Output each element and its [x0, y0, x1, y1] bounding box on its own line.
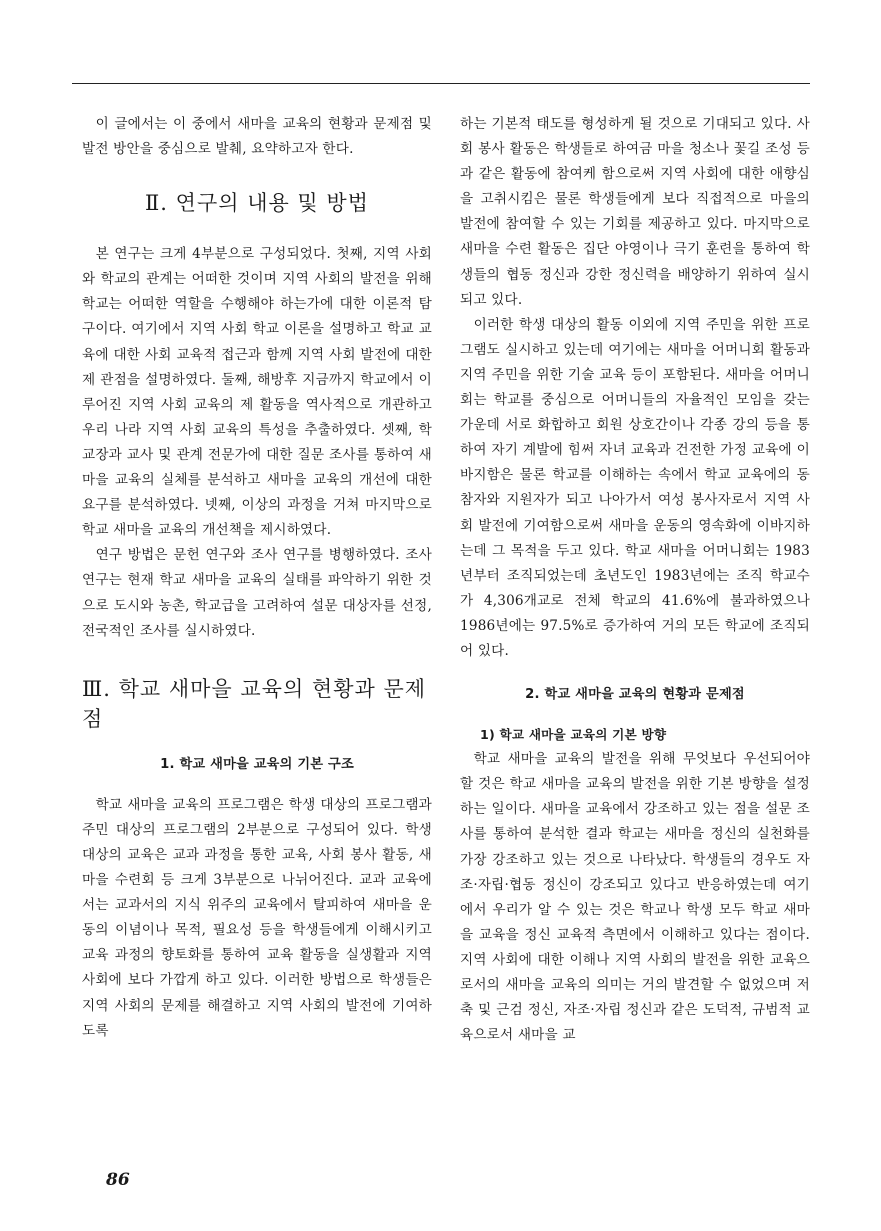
paragraph: 연구 방법은 문헌 연구와 조사 연구를 병행하였다. 조사 연구는 현재 학교 새마을 교육의 실태를 파악하기 위한 것으로 도시와 농촌, 학교급을 고려하여 설문 대상자를 선정, 전국적인 조사를 실시하였다. — [82, 547, 432, 639]
header-rule — [72, 83, 810, 84]
paragraph: 학교 새마을 교육의 발전을 위해 무엇보다 우선되어야 할 것은 학교 새마을 교육의 발전을 위한 기본 방향을 설정하는 일이다. 새마을 교육에서 강조하고 있는 점을 설문 조사를 통하여 분석한 결과 학교는 새마을 정신의 실천화를 가장 강조하고 있는 것으로 나타났다. 학생들의 경우도 자조·자립·협동 정신이 강조되고 있다고 반응하였는데 여기에서 우리가 알 수 있는 것은 학교나 학생 모두 학교 새마을 교육을 정신 교육적 측면에서 이해하고 있다는 점이다. 지역 사회에 대한 이해나 지역 사회의 발전을 위한 교육으로서의 새마을 교육의 의미는 거의 발견할 수 없었으며 저축 및 근검 정신, 자조·자립 정신과 같은 도덕적, 규범적 교육으로서 새마을 교 — [460, 751, 810, 1044]
left-column — [82, 112, 432, 1044]
subsection-title: 2. 학교 새마을 교육의 현황과 문제점 — [525, 687, 745, 703]
paragraph: 이러한 학생 대상의 활동 이외에 지역 주민을 위한 프로그램도 실시하고 있는데 여기에는 새마을 어머니회 활동과 지역 주민을 위한 기술 교육 등이 포함된다. 새마을 어머니회는 학교를 중심으로 어머니들의 자율적인 모임을 갖는 가운데 서로 화합하고 회원 상호간이나 각종 강의 등을 통하여 자기 계발에 힘써 자녀 교육과 건전한 가정 교육에 이바지함은 물론 학교를 이해하는 속에서 학교 교육에의 동참자와 지원자가 되고 나아가서 여성 봉사자로서 지역 사회 발전에 기여함으로써 새마을 운동의 영속화에 이바지하는데 그 목적을 두고 있다. 학교 새마을 어머니회는 1983년부터 조직되었는데 초년도인 1983년에는 조직 학교수가 4,306개교로 전체 학교의 41.6%에 불과하였으나 1986년에는 97.5%로 증가하여 거의 모든 학교에 조직되어 있다. — [460, 316, 810, 659]
section-title: Ⅲ. 학교 새마을 교육의 현황과 문제점 — [82, 676, 427, 731]
right-column — [460, 112, 810, 1048]
paragraph: 이 글에서는 이 중에서 새마을 교육의 현황과 문제점 및 발전 방안을 중심으로 발췌, 요약하고자 한다. — [82, 116, 432, 158]
paragraph: 본 연구는 크게 4부분으로 구성되었다. 첫째, 지역 사회와 학교의 관계는 어떠한 것이며 지역 사회의 발전을 위해 학교는 어떠한 역할을 수행해야 하는가에 대한 이론적 탐구이다. 여기에서 지역 사회 학교 이론을 설명하고 학교 교육에 대한 사회 교육적 접근과 함께 지역 사회 발전에 대한 제 관점을 설명하였다. 둘째, 해방후 지금까지 학교에서 이루어진 지역 사회 교육의 제 활동을 역사적으로 개관하고 우리 나라 지역 사회 교육의 특성을 추출하였다. 셋째, 학교장과 교사 및 관계 전문가에 대한 질문 조사를 통하여 새마을 교육의 실체를 분석하고 새마을 교육의 개선에 대한 요구를 분석하였다. 넷째, 이상의 과정을 거쳐 마지막으로 학교 새마을 교육의 개선책을 제시하였다. — [82, 246, 432, 539]
subsection-title: 1. 학교 새마을 교육의 기본 구조 — [160, 756, 354, 772]
page-number: 86 — [106, 1170, 130, 1190]
paragraph: 학교 새마을 교육의 프로그램은 학생 대상의 프로그램과 주민 대상의 프로그램의 2부분으로 구성되어 있다. 학생 대상의 교육은 교과 과정을 통한 교육, 사회 봉사 활동, 새마을 수련회 등 크게 3부분으로 나뉘어진다. 교과 교육에서는 교과서의 지식 위주의 교육에서 탈피하여 새마을 운동의 이념이나 목적, 필요성 등을 학생들에게 이해시키고 교육 과정의 향토화를 통하여 교육 활동을 실생활과 지역 사회에 보다 가깝게 하고 있다. 이러한 방법으로 학생들은 지역 사회의 문제를 해결하고 지역 사회의 발전에 기여하도록 — [82, 796, 432, 1039]
subsubsection-title: 1) 학교 새마을 교육의 기본 방향 — [480, 727, 667, 743]
paragraph: 하는 기본적 태도를 형성하게 될 것으로 기대되고 있다. 사회 봉사 활동은 학생들로 하여금 마을 청소나 꽃길 조성 등과 같은 활동에 참여케 함으로써 지역 사회에 대한 애향심을 고취시킴은 물론 학생들에게 보다 직접적으로 마을의 발전에 참여할 수 있는 기회를 제공하고 있다. 마지막으로 새마을 수련 활동은 집단 야영이나 극기 훈련을 통하여 학생들의 협동 정신과 강한 정신력을 배양하기 위하여 실시되고 있다. — [460, 116, 810, 308]
section-title: Ⅱ. 연구의 내용 및 방법 — [145, 191, 369, 216]
